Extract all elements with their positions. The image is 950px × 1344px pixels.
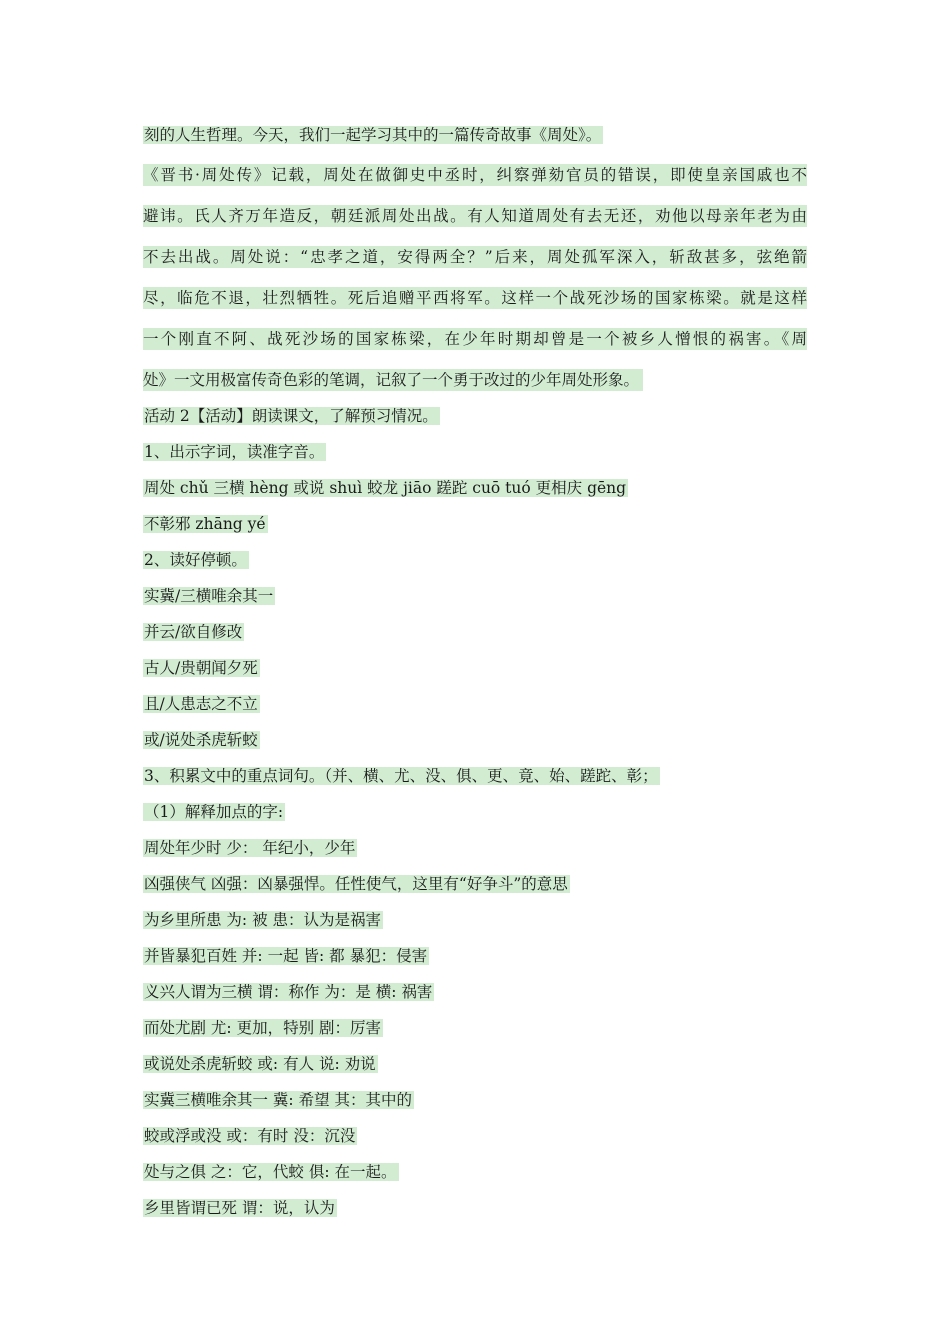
pinyin-words-text: 周处 chǔ 三横 hèng 或说 shuì 蛟龙 jiāo 蹉跎 cuō tuó 更相庆 gēng: [144, 479, 627, 497]
section1-heading-text: 1、出示字词，读准字音。: [144, 443, 325, 461]
vocab-item: [143, 1197, 337, 1219]
vocab-item-text: 凶强侠气 凶强：凶暴强悍。任性使气，这里有“好争斗”的意思: [144, 875, 568, 893]
pinyin-words-text: 不彰邪 zhāng yé: [144, 515, 266, 533]
vocab-item: [143, 1125, 357, 1147]
pause-item-text: 并云/欲自修改: [144, 623, 243, 641]
activity-heading: [143, 405, 440, 427]
vocab-item: [143, 1161, 399, 1183]
vocab-item-text: 乡里皆谓已死 谓：说，认为: [144, 1199, 335, 1217]
vocab-item: [143, 909, 383, 931]
pause-item-text: 且/人患志之不立: [144, 695, 258, 713]
vocab-item-text: 或说处杀虎斩蛟 或: 有人 说: 劝说: [144, 1055, 376, 1073]
paragraph-line: 避讳。氏人齐万年造反，朝廷派周处出战。有人知道周处有去无还，劝他以母亲年老为由: [143, 207, 807, 225]
paragraph-line: 一个刚直不阿、战死沙场的国家栋梁，在少年时期却曾是一个被乡人憎恨的祸害。《周: [143, 330, 807, 348]
pause-item: [143, 693, 260, 715]
paragraph-line: 尽，临危不退，壮烈牺牲。死后追赠平西将军。这样一个战死沙场的国家栋梁。就是这样: [143, 289, 807, 307]
paragraph-line: 不去出战。周处说：“忠孝之道，安得两全？”后来，周处孤军深入，斩敌甚多，弦绝箭: [143, 248, 807, 266]
paragraph-line: 处》一文用极富传奇色彩的笔调，记叙了一个勇于改过的少年周处形象。: [143, 369, 643, 391]
vocab-item-text: 处与之俱 之：它，代蛟 俱: 在一起。: [144, 1163, 397, 1181]
vocab-item-text: 周处年少时 少： 年纪小，少年: [144, 839, 356, 857]
section3-heading-text: 3、积累文中的重点词句。（并、横、尤、没、俱、更、竟、始、蹉跎、彰；: [144, 767, 658, 785]
activity-text: 活动 2【活动】朗读课文，了解预习情况。: [144, 407, 438, 425]
pinyin-words-line: [143, 513, 268, 535]
section1-heading: [143, 441, 326, 463]
section3-subheading: [143, 801, 285, 823]
pause-item-text: 或/说处杀虎斩蛟: [144, 731, 258, 749]
vocab-item: [143, 981, 434, 1003]
vocab-item-text: 蛟或浮或没 或：有时 没：沉没: [144, 1127, 356, 1145]
vocab-item-text: 而处尤剧 尤: 更加，特别 剧：厉害: [144, 1019, 382, 1037]
section2-heading-text: 2、读好停顿。: [144, 551, 247, 569]
vocab-item-text: 为乡里所患 为: 被 患：认为是祸害: [144, 911, 382, 929]
pause-item-text: 实冀/三横唯余其一: [144, 587, 274, 605]
vocab-item: [143, 837, 357, 859]
vocab-item: [143, 1089, 414, 1111]
section3-subheading-text: （1）解释加点的字:: [144, 803, 284, 821]
vocab-item-text: 实冀三横唯余其一 冀: 希望 其：其中的: [144, 1091, 413, 1109]
pause-item: [143, 585, 275, 607]
intro-text: 刻的人生哲理。今天，我们一起学习其中的一篇传奇故事《周处》。: [144, 126, 602, 144]
vocab-item: [143, 1017, 383, 1039]
vocab-item-text: 并皆暴犯百姓 并: 一起 皆: 都 暴犯：侵害: [144, 947, 428, 965]
section2-heading: [143, 549, 249, 571]
paragraph-line: 《晋书·周处传》记载，周处在做御史中丞时，纠察弹劾官员的错误，即使皇亲国戚也不: [143, 166, 807, 184]
vocab-item: [143, 945, 429, 967]
vocab-item: [143, 873, 570, 895]
vocab-item-text: 义兴人谓为三横 谓：称作 为：是 横: 祸害: [144, 983, 433, 1001]
pinyin-words-line: [143, 477, 628, 499]
intro-line: [143, 124, 603, 146]
pause-item: [143, 729, 260, 751]
pause-item: [143, 621, 244, 643]
pause-item-text: 古人/贵朝闻夕死: [144, 659, 258, 677]
pause-item: [143, 657, 260, 679]
vocab-item: [143, 1053, 378, 1075]
section3-heading: [143, 765, 660, 787]
